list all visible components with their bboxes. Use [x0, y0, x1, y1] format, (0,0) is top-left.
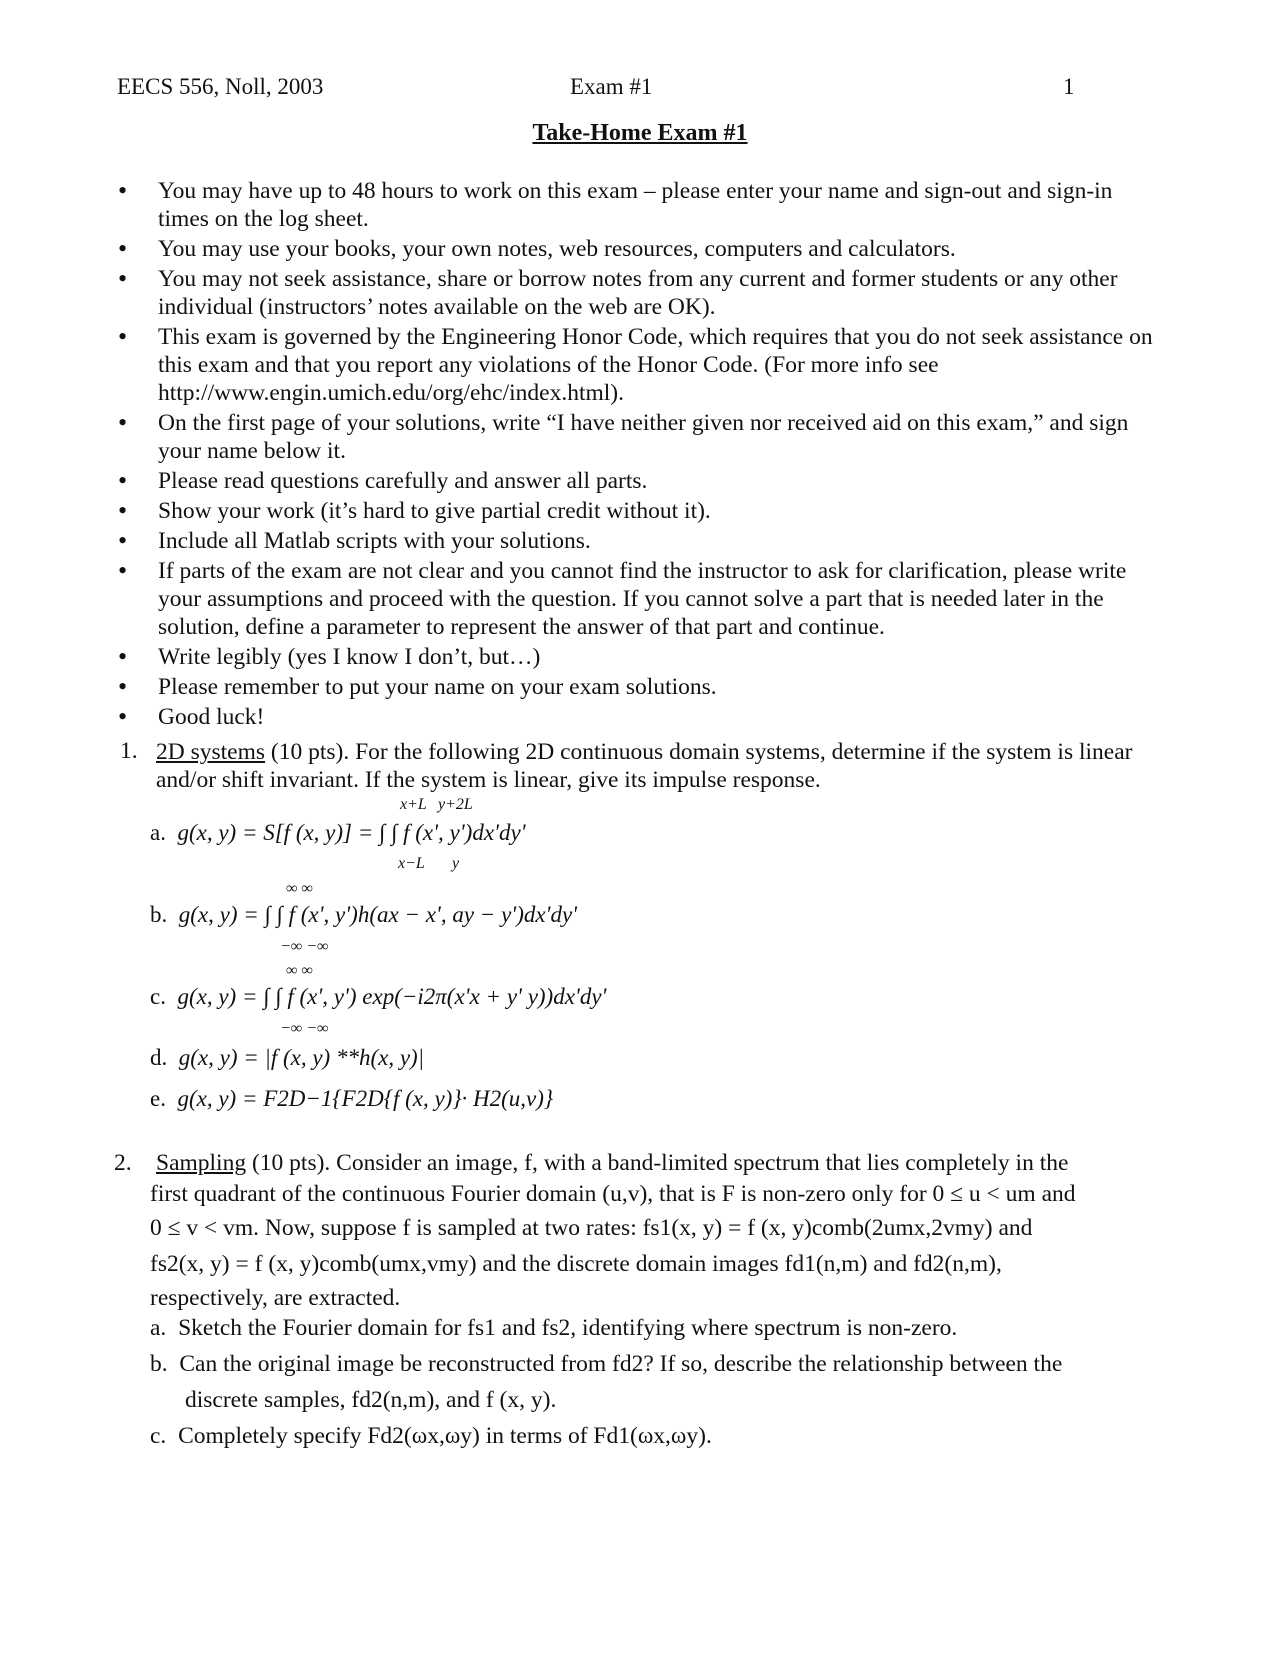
list-item: • This exam is governed by the Engineering Honor Code, which requires that you do not seek assistance on this exam and that you report any violations of the Honor Code. (For more info see http://www.engin.umich.edu/org/ehc/index.html). [120, 323, 1160, 407]
list-item: • Please remember to put your name on your exam solutions. [120, 673, 1160, 701]
q2b-text: b. Can the original image be reconstructed from fd2? If so, describe the relationship between the [150, 1351, 1063, 1377]
q2b-text-continued: discrete samples, fd2(n,m), and f (x, y). [185, 1387, 557, 1413]
question-2-line-4: fs2(x, y) = f (x, y)comb(umx,vmy) and the discrete domain images fd1(n,m) and fd2(n,m), [150, 1251, 1002, 1277]
q1a-upper-limit-1: x+L [400, 796, 427, 813]
list-item: • Show your work (it’s hard to give partial credit without it). [120, 497, 1160, 525]
instructions-list [120, 177, 1160, 733]
q1b-lower-limits: −∞ −∞ [280, 938, 329, 955]
q1a-lower-limit-1: x−L [398, 855, 425, 872]
q1a-lower-limit-2: y [452, 855, 460, 872]
list-item: • On the first page of your solutions, write “I have neither given nor received aid on this exam,” and sign your name below it. [120, 409, 1160, 465]
header-page-number: 1 [1063, 74, 1075, 99]
question-2-line-1: Sampling (10 pts). Consider an image, f, with a band-limited spectrum that lies completely in the [156, 1150, 1069, 1176]
q1a-upper-limit-2: y+2L [438, 796, 473, 813]
list-item: • You may have up to 48 hours to work on this exam – please enter your name and sign-out and sign-in times on the log sheet. [120, 177, 1160, 233]
q1c-upper-limits: ∞ ∞ [286, 962, 313, 979]
question-1-text: 2D systems (10 pts). For the following 2D continuous domain systems, determine if the system is linear and/or shift invariant. If the system is linear, give its impulse response. [156, 739, 1133, 793]
list-item: • You may not seek assistance, share or borrow notes from any current and former students or any other individual (instructors’ notes available on the web are OK). [120, 265, 1160, 321]
question-1-topic: 2D systems [156, 739, 266, 765]
question-2-line-5: respectively, are extracted. [150, 1285, 401, 1311]
header-course: EECS 556, Noll, 2003 [117, 74, 324, 99]
list-item: • If parts of the exam are not clear and you cannot find the instructor to ask for clarification, please write your assumptions and proceed with the question. If you cannot solve a part that is needed later in the solution, define a parameter to represent the answer of that part and continue. [120, 557, 1160, 641]
question-2-number: 2. [114, 1150, 132, 1176]
q2a-text: a. Sketch the Fourier domain for fs1 and fs2, identifying where spectrum is non-zero. [150, 1315, 958, 1341]
list-item: • You may use your books, your own notes, web resources, computers and calculators. [120, 235, 1160, 263]
question-1-number: 1. [120, 738, 138, 764]
list-item: • Please read questions carefully and answer all parts. [120, 467, 1160, 495]
list-item: • Good luck! [120, 703, 1160, 731]
question-2-line-2: first quadrant of the continuous Fourier domain (u,v), that is F is non-zero only for 0 ≤ u < um and [150, 1181, 1076, 1207]
list-item: • Include all Matlab scripts with your solutions. [120, 527, 1160, 555]
header-exam: Exam #1 [570, 74, 653, 99]
question-2-topic: Sampling [156, 1150, 247, 1176]
question-2-line-3: 0 ≤ v < vm. Now, suppose f is sampled at two rates: fs1(x, y) = f (x, y)comb(2umx,2vmy) and [150, 1215, 1033, 1241]
q1c-lower-limits: −∞ −∞ [280, 1020, 329, 1037]
list-item: • Write legibly (yes I know I don’t, but…) [120, 643, 1160, 671]
q1b-upper-limits: ∞ ∞ [286, 880, 313, 897]
q1b-equation: b. g(x, y) = ∫ ∫ f (x', y')h(ax − x', ay − y')dx'dy' [150, 902, 578, 927]
q1e-equation: e. g(x, y) = F2D−1{F2D{f (x, y)}· H2(u,v)} [150, 1086, 554, 1111]
q1c-equation: c. g(x, y) = ∫ ∫ f (x', y') exp(−i2π(x'x + y' y))dx'dy' [150, 984, 607, 1009]
page-title: Take-Home Exam #1 [532, 120, 748, 146]
q2c-text: c. Completely specify Fd2(ωx,ωy) in terms of Fd1(ωx,ωy). [150, 1423, 712, 1449]
q1a-equation: a. g(x, y) = S[f (x, y)] = ∫ ∫ f (x', y')dx'dy' [150, 820, 526, 845]
q1d-equation: d. g(x, y) = |f (x, y) **h(x, y)| [150, 1045, 425, 1070]
